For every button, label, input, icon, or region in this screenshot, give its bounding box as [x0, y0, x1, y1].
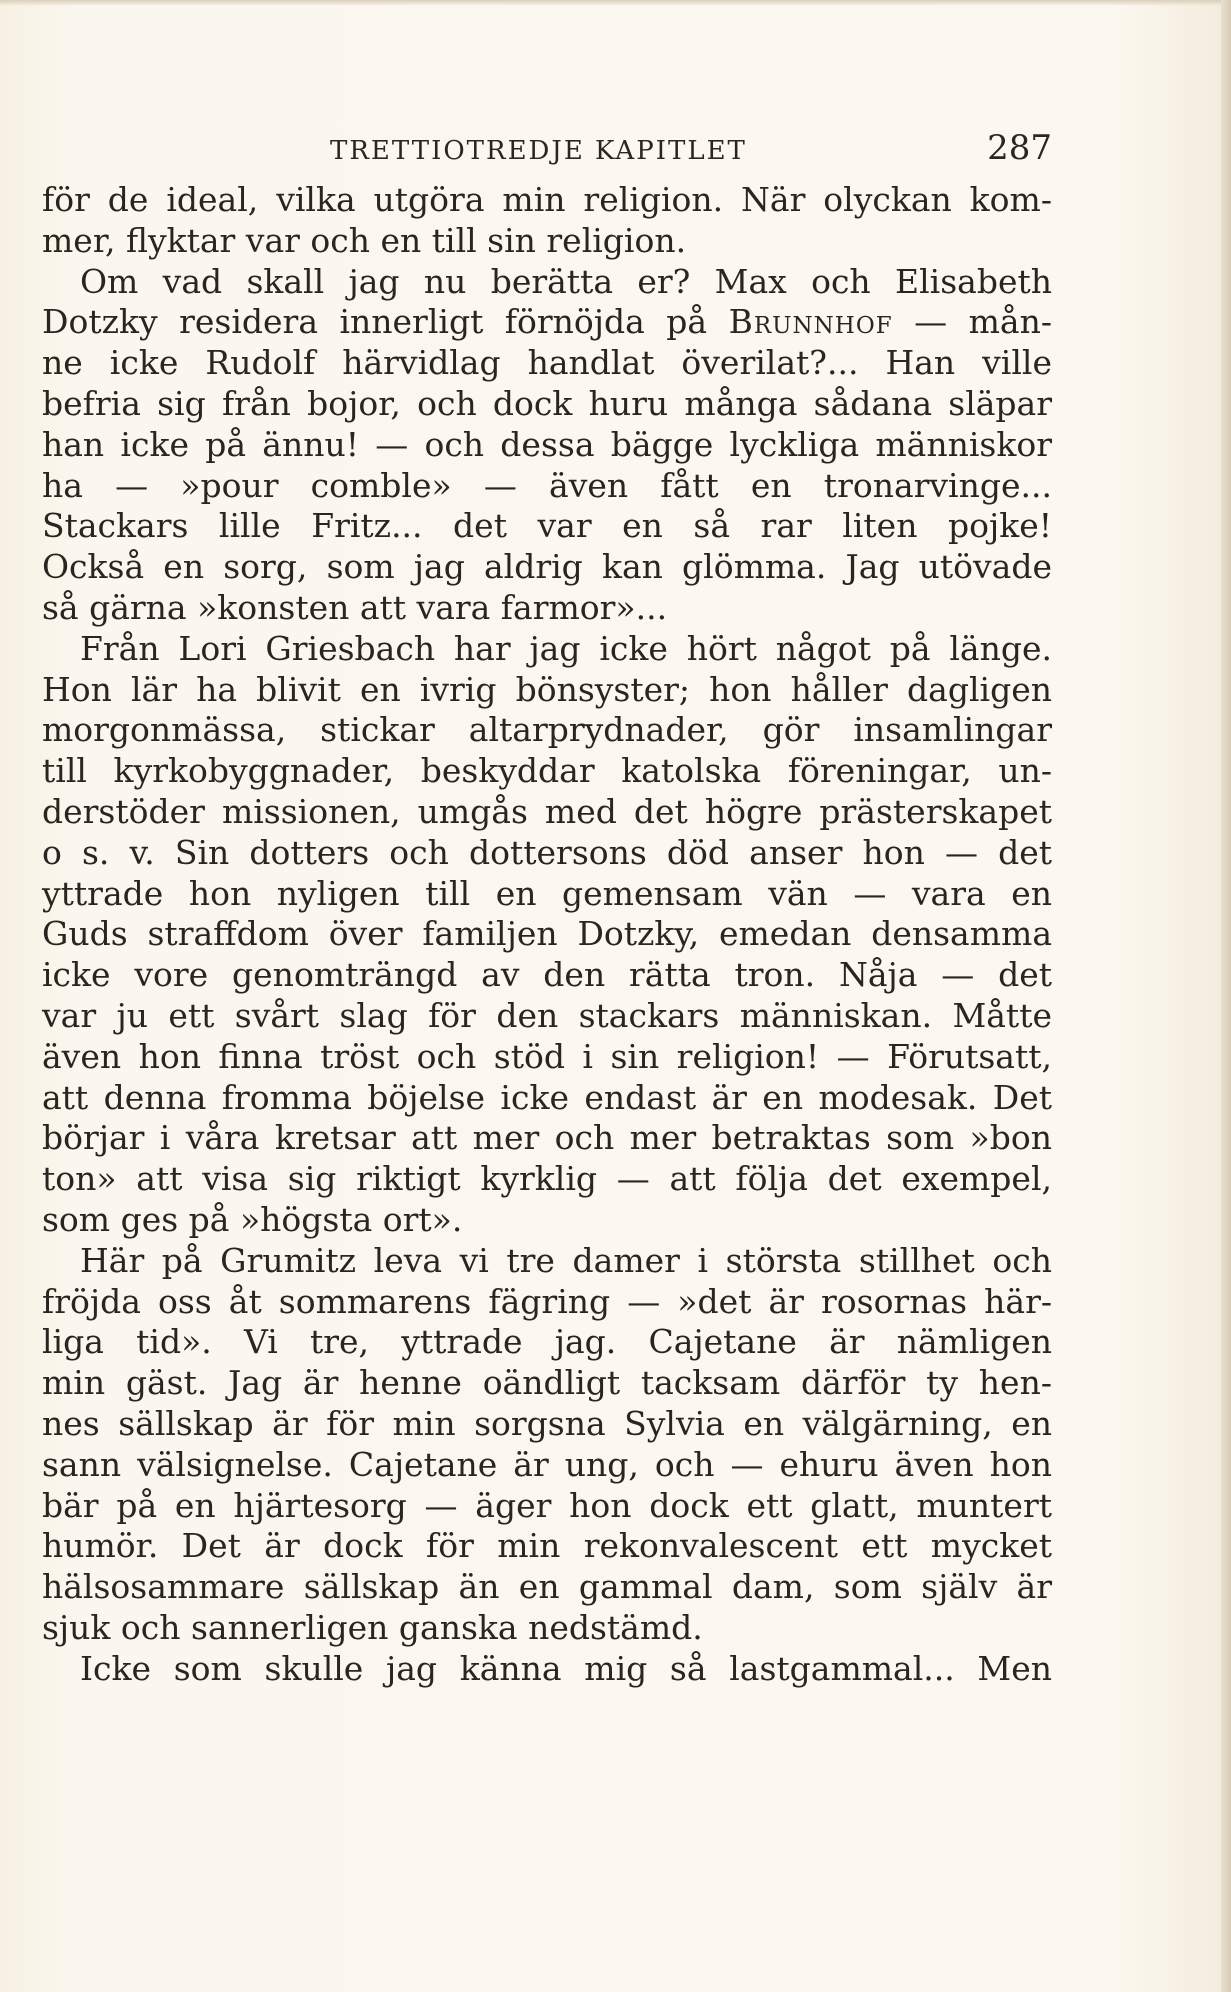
- page-number: 287: [987, 128, 1052, 168]
- text-line: derstöder missionen, umgås med det högre prästerskapet: [42, 791, 1052, 831]
- text-line: o s. v. Sin dotters och dottersons död anser hon — det: [42, 832, 1052, 872]
- text-line: Stackars lille Fritz... det var en så rar liten pojke!: [42, 506, 1052, 546]
- text-line: Också en sorg, som jag aldrig kan glömma. Jag utövade: [42, 547, 1052, 587]
- text-line: yttrade hon nyligen till en gemensam vän — vara en: [42, 873, 1052, 913]
- text-line: ne icke Rudolf härvidlag handlat överilat?... Han ville: [42, 343, 1052, 383]
- text-line: även hon finna tröst och stöd i sin religion! — Förutsatt,: [42, 1036, 1052, 1076]
- text-line: så gärna »konsten att vara farmor»...: [42, 587, 668, 627]
- text-line: ton» att visa sig riktigt kyrklig — att följa det exempel,: [42, 1159, 1052, 1199]
- text-line: befria sig från bojor, och dock huru många sådana släpar: [42, 383, 1052, 423]
- page-header: [42, 128, 1052, 178]
- text-line: var ju ett svårt slag för den stackars människan. Måtte: [42, 995, 1052, 1035]
- text-line: mer, flyktar var och en till sin religion.: [42, 220, 687, 260]
- place-name: Brunnhof: [728, 302, 893, 342]
- text-line: nes sällskap är för min sorgsna Sylvia en välgärning, en: [42, 1403, 1052, 1443]
- text-line: bär på en hjärtesorg — äger hon dock ett glatt, muntert: [42, 1485, 1052, 1525]
- running-head: TRETTIOTREDJE KAPITLET: [330, 136, 747, 166]
- text-line: Guds straffdom över familjen Dotzky, emedan densamma: [42, 914, 1052, 954]
- text-line: hälsosammare sällskap än en gammal dam, som själv är: [42, 1567, 1052, 1607]
- text-line: fröjda oss åt sommarens fägring — »det är rosornas här-: [42, 1281, 1052, 1321]
- text-line: att denna fromma böjelse icke endast är en modesak. Det: [42, 1077, 1052, 1117]
- page-top-shadow: [0, 0, 1231, 6]
- text-line: för de ideal, vilka utgöra min religion. När olyckan kom-: [42, 180, 1052, 219]
- text-line: Från Lori Griesbach har jag icke hört något på länge.: [80, 628, 1052, 668]
- text-line-end: — mån-: [892, 302, 1052, 342]
- text-line: sann välsignelse. Cajetane är ung, och — ehuru även hon: [42, 1444, 1052, 1484]
- body-text: [42, 180, 1052, 1689]
- text-line: liga tid». Vi tre, yttrade jag. Cajetane är nämligen: [42, 1322, 1052, 1362]
- text-line: Här på Grumitz leva vi tre damer i största stillhet och: [80, 1240, 1052, 1280]
- text-line: icke vore genomträngd av den rätta tron. Nåja — det: [42, 955, 1052, 995]
- text-line: min gäst. Jag är henne oändligt tacksam därför ty hen-: [42, 1363, 1052, 1403]
- text-line: humör. Det är dock för min rekonvalescent ett mycket: [42, 1526, 1052, 1566]
- page-edge: [1221, 0, 1231, 1992]
- text-line: ha — »pour comble» — även fått en tronarvinge...: [42, 465, 1052, 505]
- text-line: sjuk och sannerligen ganska nedstämd.: [42, 1607, 703, 1647]
- text-line: [42, 302, 1052, 343]
- text-line: som ges på »högsta ort».: [42, 1199, 463, 1239]
- text-line: morgonmässa, stickar altarprydnader, gör insamlingar: [42, 710, 1052, 750]
- text-line: Om vad skall jag nu berätta er? Max och Elisabeth: [80, 261, 1052, 301]
- text-line: han icke på ännu! — och dessa bägge lyckliga människor: [42, 424, 1052, 464]
- text-line: Icke som skulle jag känna mig så lastgammal... Men: [80, 1648, 1052, 1688]
- text-line: börjar i våra kretsar att mer och mer betraktas som »bon: [42, 1118, 1052, 1158]
- text-line: Hon lär ha blivit en ivrig bönsyster; hon håller dagligen: [42, 669, 1052, 709]
- text-line-start: Dotzky residera innerligt förnöjda på: [42, 302, 708, 342]
- text-line: till kyrkobyggnader, beskyddar katolska föreningar, un-: [42, 751, 1052, 791]
